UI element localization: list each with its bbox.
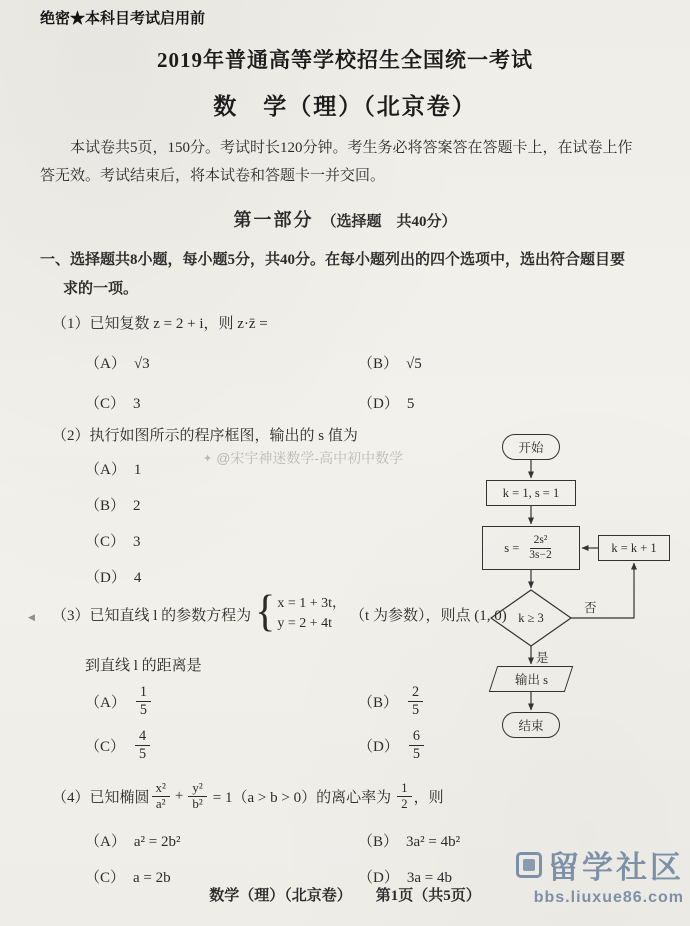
option-value: 3a = 4b [406, 870, 452, 886]
footer-subject: 数学（理）（北京卷） [209, 888, 352, 904]
option-label: （C） [85, 738, 126, 755]
option-value: 2 [133, 498, 141, 514]
option-value: √3 [133, 356, 150, 372]
option-value: 3a² = 4b² [406, 834, 461, 850]
q1-option-a [85, 352, 150, 373]
watermark-text: @宋宇神迷数学-高中初中数学 [216, 450, 404, 466]
output-label: 输出 s [514, 673, 548, 687]
option-label: （D） [358, 396, 399, 412]
watermark-corner-title-row [516, 842, 684, 887]
watermark-corner [516, 842, 684, 907]
watermark-icon: ✦ [203, 452, 213, 465]
option-fraction [408, 684, 423, 718]
q3-option-c [85, 726, 152, 764]
option-label: （B） [85, 498, 126, 514]
q3-stem-prefix: （3）已知直线 l 的参数方程为 [52, 607, 252, 624]
option-label: （A） [85, 462, 126, 478]
section-subtitle: （选择题 共40分） [321, 214, 457, 230]
q1-option-b [358, 352, 422, 373]
subject-title: 数 学（理）（北京卷） [213, 94, 477, 119]
watermark-corner-url: bbs.liuxue86.com [533, 889, 684, 906]
question-3-stem: （3）已知直线 l 的参数方程为 { x = 1 + 3t， y = 2 + 4t （t 为参数），则点 (1, 0) [52, 587, 507, 637]
option-label: （C） [85, 396, 126, 412]
option-value: 3 [133, 534, 141, 550]
flowchart-assign-node [482, 526, 580, 570]
watermark-corner-title: 留学社区 [548, 850, 684, 885]
flowchart-yes-label: 是 [536, 651, 549, 665]
fraction-denominator: 5 [139, 701, 147, 718]
liuxue-logo-icon [516, 852, 542, 878]
flowchart-increment-node: k = k + 1 [598, 535, 670, 561]
fraction-numerator: 6 [409, 728, 424, 745]
flowchart-no-label: 否 [584, 601, 597, 615]
question-1-stem: （1）已知复数 z = 2 + i，则 z·z̄ = [52, 316, 268, 332]
option-label: （B） [358, 694, 399, 711]
option-label: （A） [85, 834, 126, 850]
instructions-line-2: 答无效。考试结束后，将本试卷和答题卡一并交回。 [40, 168, 386, 184]
q4-fraction-1 [152, 781, 170, 812]
option-value: a = 2b [133, 870, 171, 886]
plus-sign: + [174, 787, 184, 804]
fraction-denominator: 2 [401, 795, 408, 811]
flowchart-start-node: 开始 [502, 434, 560, 460]
q4-fraction-2 [188, 781, 206, 812]
question-3-stem-line-2: 到直线 l 的距离是 [85, 658, 202, 674]
option-value: 5 [406, 396, 415, 412]
option-value: a² = 2b² [133, 834, 181, 850]
section-intro-line-1: 一、选择题共8小题，每小题5分，共40分。在每小题列出的四个选项中，选出符合题目要 [40, 252, 626, 268]
scan-artifact-icon: ◀ [28, 612, 35, 622]
flowchart-condition-label: k ≥ 3 [518, 610, 544, 625]
option-label: （A） [85, 694, 126, 711]
q3-option-a [85, 682, 153, 720]
fraction-numerator: 2 [408, 684, 423, 701]
q1-option-c [85, 392, 141, 413]
fraction-denominator: 5 [412, 745, 420, 762]
q1-option-d [358, 392, 414, 413]
option-label: （C） [85, 534, 126, 550]
option-label: （C） [85, 870, 126, 886]
q3-option-b [358, 682, 425, 720]
q3-eq-line-2: y = 2 + 4t [277, 616, 333, 631]
option-value: √5 [406, 356, 422, 372]
question-2-stem: （2）执行如图所示的程序框图，输出的 s 值为 [52, 428, 358, 444]
security-notice: 绝密★本科目考试启用前 [40, 10, 206, 27]
watermark-center [203, 448, 403, 468]
footer-page-number: 第1页（共5页） [375, 888, 481, 904]
q4-option-a [85, 830, 180, 851]
fraction-numerator: 1 [136, 684, 151, 701]
q4-fraction-3 [397, 781, 412, 812]
q4-stem-mid: = 1（a > b > 0）的离心率为 [212, 789, 392, 806]
option-value: 4 [133, 570, 142, 586]
instructions-line-1: 本试卷共5页，150分。考试时长120分钟。考生务必将答案答在答题卡上，在试卷上作 [70, 140, 633, 156]
q2-option-c [85, 530, 141, 551]
fraction-denominator: 5 [412, 701, 420, 718]
fraction-numerator: 1 [397, 781, 412, 797]
assign-fraction [525, 534, 555, 561]
question-3-options-row-1 [0, 682, 690, 720]
assign-prefix: s = [504, 540, 520, 555]
exam-title: 2019年普通高等学校招生全国统一考试 [157, 48, 533, 72]
question-1-options-row-2 [0, 392, 690, 416]
question-1-options-row-1 [0, 352, 690, 376]
fraction-numerator: 2s² [530, 534, 552, 548]
q2-option-d [85, 566, 141, 587]
option-label: （D） [358, 870, 399, 886]
fraction-numerator: 4 [135, 728, 150, 745]
section-intro [40, 246, 656, 304]
q2-option-a [85, 458, 141, 479]
option-label: （A） [85, 356, 126, 372]
q3-stem-suffix: （t 为参数），则点 (1, 0) [350, 607, 507, 624]
q4-stem-suffix: ，则 [413, 789, 444, 806]
section-title: 第一部分 [233, 210, 314, 230]
option-label: （B） [358, 356, 399, 372]
option-fraction [409, 728, 424, 762]
section-heading [0, 206, 690, 232]
q3-eq-line-1: x = 1 + 3t， [277, 595, 347, 611]
option-value: 1 [133, 462, 142, 478]
exam-instructions [40, 134, 652, 190]
q3-option-d [358, 726, 426, 764]
q3-parametric-equations [277, 594, 346, 635]
section-intro-line-2: 求的一项。 [63, 281, 139, 297]
fraction-denominator: 3s−2 [529, 548, 552, 561]
fraction-denominator: 5 [139, 745, 147, 762]
flowchart-init-node: k = 1, s = 1 [486, 480, 576, 506]
fraction-numerator: y² [188, 781, 206, 797]
q4-option-b [358, 830, 460, 851]
option-value: 3 [133, 396, 141, 412]
q4-stem-prefix: （4）已知椭圆 [52, 789, 150, 806]
fraction-denominator: b² [192, 795, 203, 811]
option-fraction [135, 728, 150, 762]
question-3-options-row-2 [0, 726, 690, 764]
option-label: （D） [358, 738, 399, 755]
option-label: （D） [85, 570, 126, 586]
flowchart-end-node: 结束 [502, 712, 560, 738]
option-label: （B） [358, 834, 399, 850]
q2-option-b [85, 494, 141, 515]
fraction-numerator: x² [152, 781, 170, 797]
fraction-denominator: a² [155, 795, 166, 811]
option-fraction [136, 684, 151, 718]
question-4-stem [52, 774, 444, 818]
